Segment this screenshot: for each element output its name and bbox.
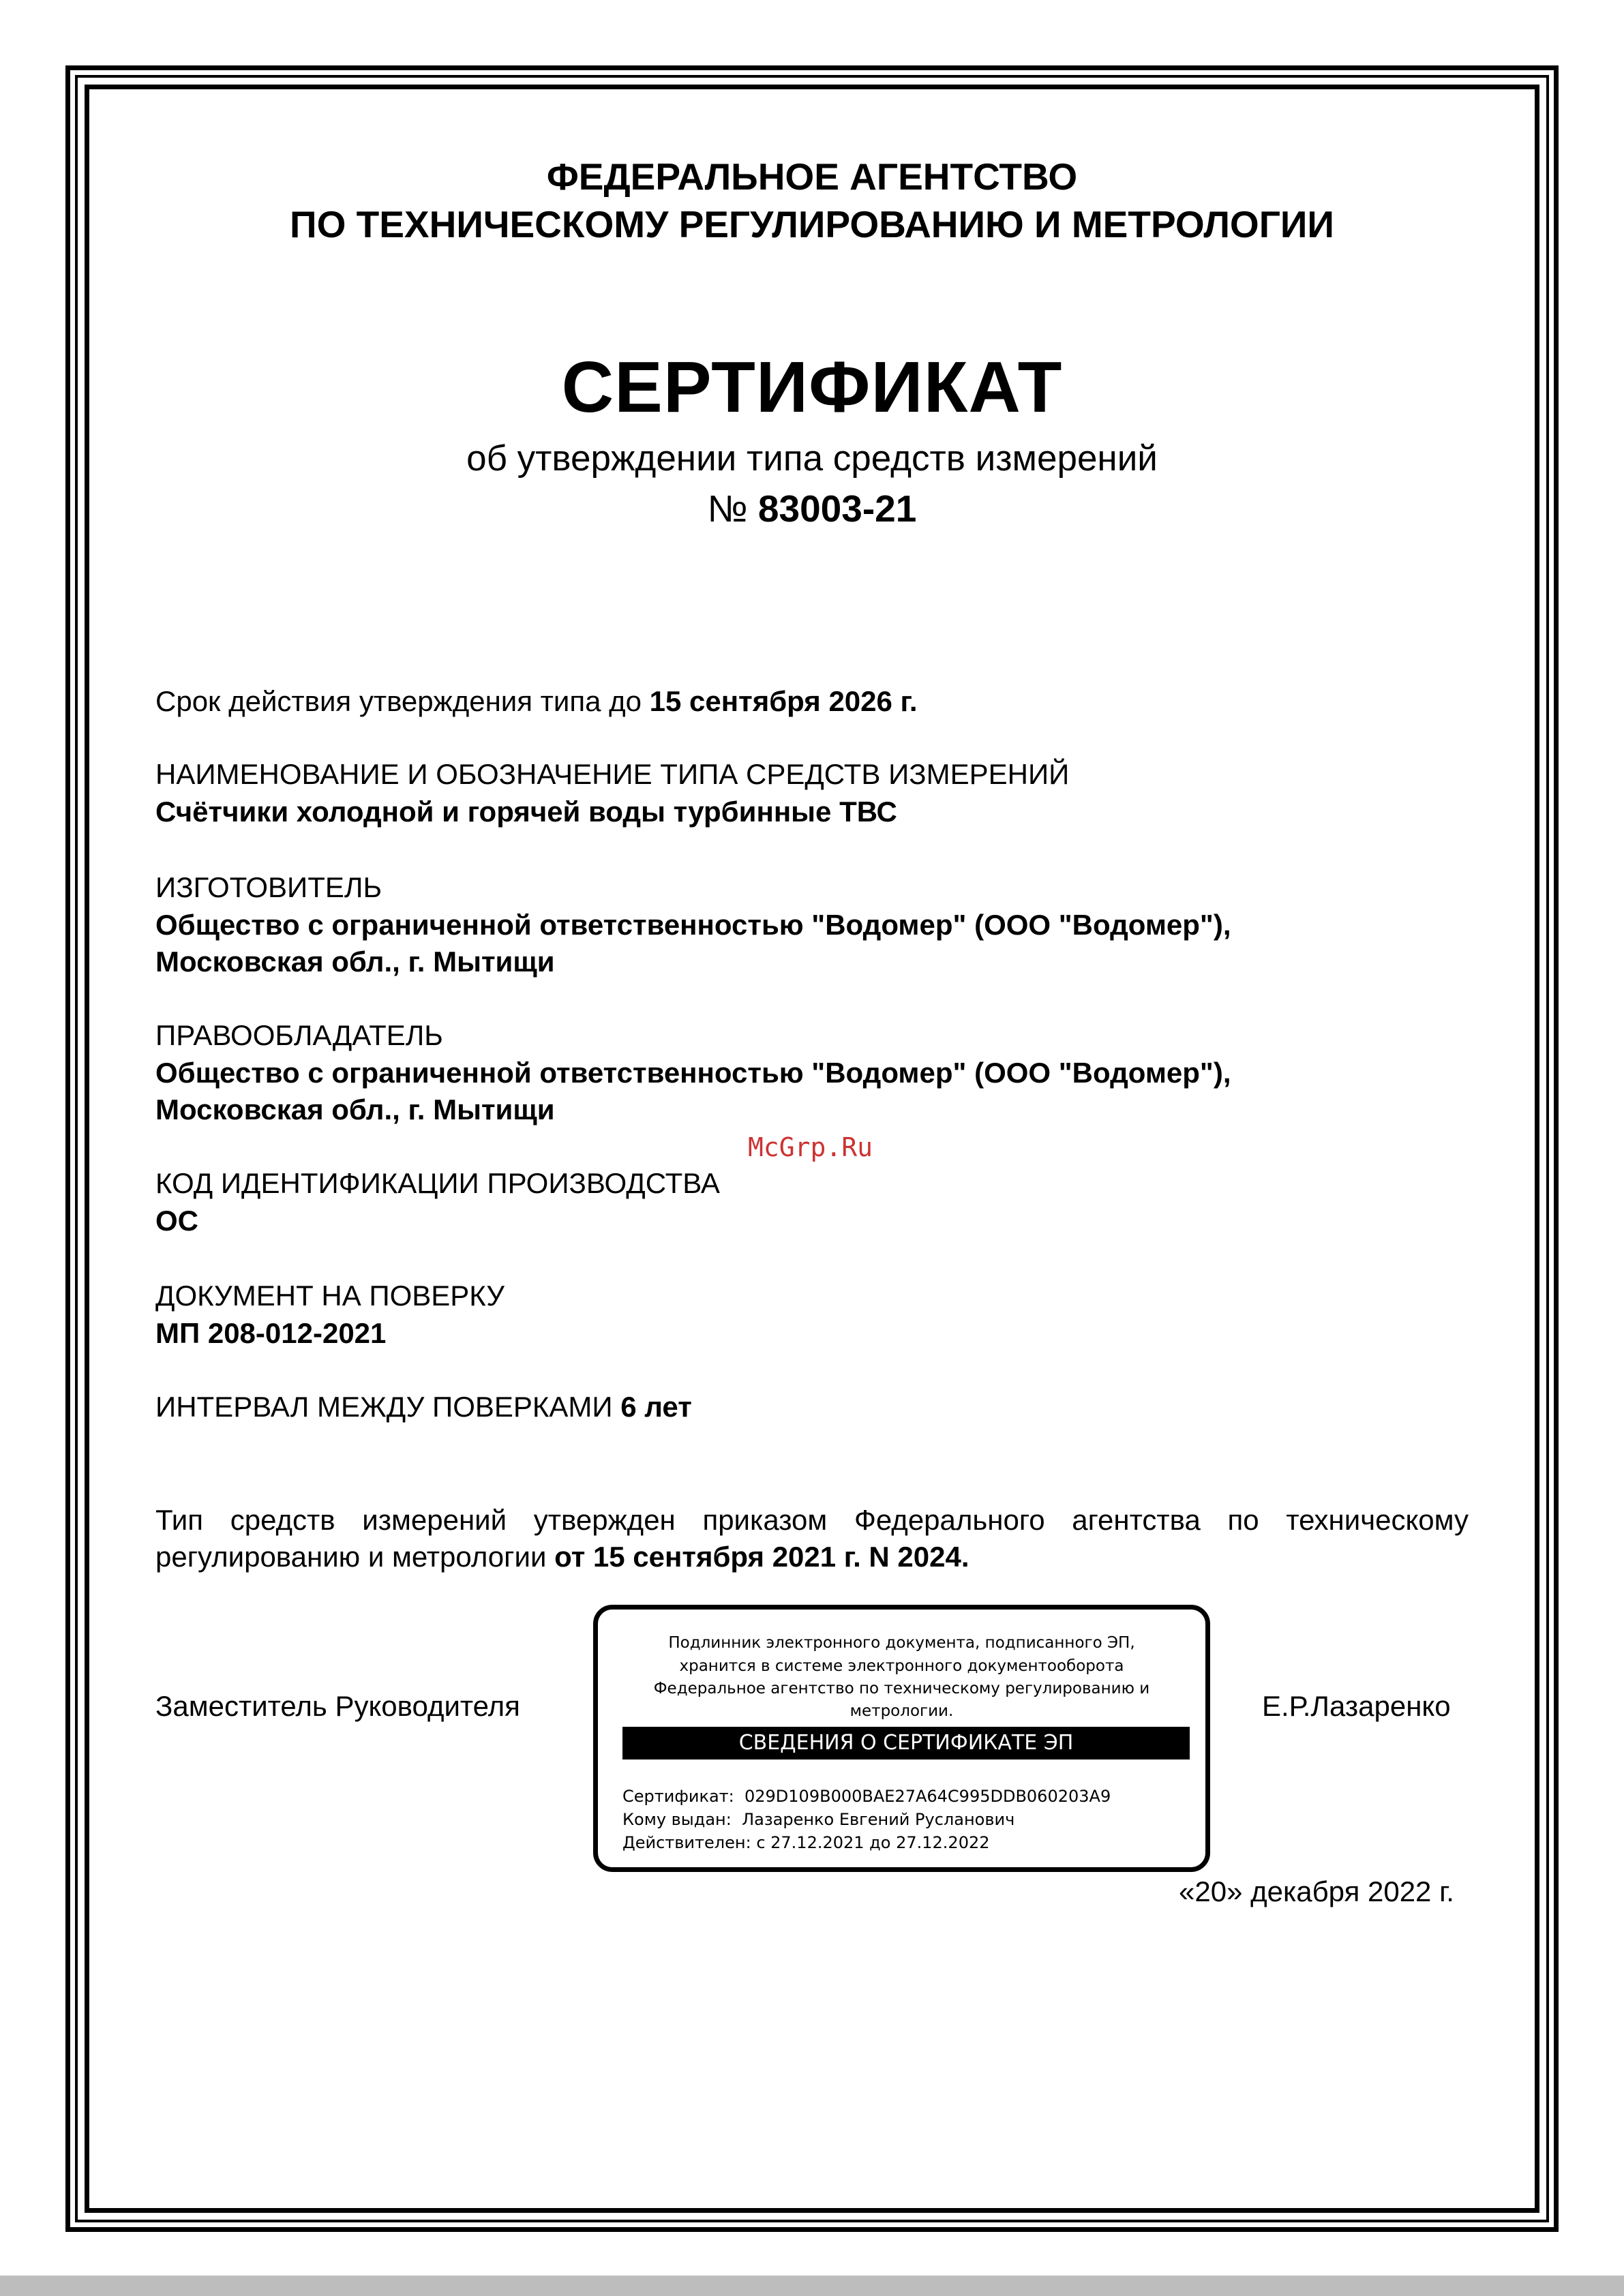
signatory-name: Е.Р.Лазаренко (1262, 1690, 1451, 1722)
holder-label: ПРАВООБЛАДАТЕЛЬ (155, 1019, 443, 1051)
certificate-title: СЕРТИФИКАТ (561, 347, 1063, 427)
order-line1: Тип средств измерений утвержден приказом Федерального агентства по техническому (155, 1504, 1469, 1536)
order-line2 (155, 1543, 969, 1571)
type-name-value: Счётчики холодной и горячей воды турбинные ТВС (155, 796, 897, 828)
stamp-issued-row (622, 1811, 1014, 1828)
verification-doc-label: ДОКУМЕНТ НА ПОВЕРКУ (155, 1280, 505, 1312)
stamp-valid-row (622, 1834, 990, 1851)
stamp-text-line1: Подлинник электронного документа, подписанного ЭП, (668, 1634, 1135, 1652)
manufacturer-value-line1: Общество с ограниченной ответственностью "Водомер" (ООО "Водомер"), (155, 909, 1231, 941)
stamp-valid-label: Действителен: (622, 1833, 751, 1852)
stamp-certificate-value: 029D109B000BAE27A64C995DDB060203A9 (745, 1787, 1111, 1806)
stamp-header-bar: СВЕДЕНИЯ О СЕРТИФИКАТЕ ЭП (622, 1727, 1190, 1759)
electronic-signature-stamp (593, 1605, 1210, 1872)
agency-name-line2: ПО ТЕХНИЧЕСКОМУ РЕГУЛИРОВАНИЮ И МЕТРОЛОГИИ (290, 203, 1334, 245)
type-name-label: НАИМЕНОВАНИЕ И ОБОЗНАЧЕНИЕ ТИПА СРЕДСТВ ИЗМЕРЕНИЙ (155, 758, 1070, 790)
verification-doc-value: МП 208-012-2021 (155, 1317, 387, 1349)
watermark: McGrp.Ru (748, 1132, 873, 1162)
stamp-issued-value: Лазаренко Евгений Русланович (742, 1810, 1015, 1829)
interval-value: 6 лет (620, 1391, 692, 1423)
stamp-text-line3: Федеральное агентство по техническому регулированию и (653, 1680, 1150, 1697)
signatory-position: Заместитель Руководителя (155, 1690, 520, 1722)
agency-name-line1: ФЕДЕРАЛЬНОЕ АГЕНТСТВО (546, 155, 1078, 198)
certificate-number (136, 487, 1488, 530)
manufacturer-label: ИЗГОТОВИТЕЛЬ (155, 871, 382, 903)
validity-date: 15 сентября 2026 г. (649, 685, 918, 717)
order-line2-text: регулированию и метрологии (155, 1541, 547, 1573)
validity-label: Срок действия утверждения типа до (155, 685, 642, 717)
manufacturer-value-line2: Московская обл., г. Мытищи (155, 946, 555, 978)
stamp-certificate-row (622, 1788, 1111, 1804)
order-reference: от 15 сентября 2021 г. N 2024. (554, 1541, 969, 1573)
certificate-subtitle: об утверждении типа средств измерений (466, 438, 1158, 479)
production-code-value: ОС (155, 1205, 198, 1237)
holder-value-line1: Общество с ограниченной ответственностью "Водомер" (ООО "Водомер"), (155, 1057, 1231, 1089)
signature-date: «20» декабря 2022 г. (1179, 1875, 1454, 1907)
number-value: 83003-21 (757, 487, 917, 530)
holder-value-line2: Московская обл., г. Мытищи (155, 1093, 555, 1126)
stamp-valid-value: с 27.12.2021 до 27.12.2022 (756, 1833, 990, 1852)
stamp-issued-label: Кому выдан: (622, 1810, 732, 1829)
interval-line (155, 1393, 692, 1421)
viewer-bottom-strip (0, 2276, 1624, 2296)
stamp-text-line4: метрологии. (849, 1702, 954, 1720)
number-prefix: № (707, 487, 748, 530)
stamp-certificate-label: Сертификат: (622, 1787, 734, 1806)
stamp-text-line2: хранится в системе электронного документооборота (679, 1657, 1124, 1675)
interval-label: ИНТЕРВАЛ МЕЖДУ ПОВЕРКАМИ (155, 1391, 613, 1423)
production-code-label: КОД ИДЕНТИФИКАЦИИ ПРОИЗВОДСТВА (155, 1167, 720, 1199)
validity-line (155, 687, 918, 716)
